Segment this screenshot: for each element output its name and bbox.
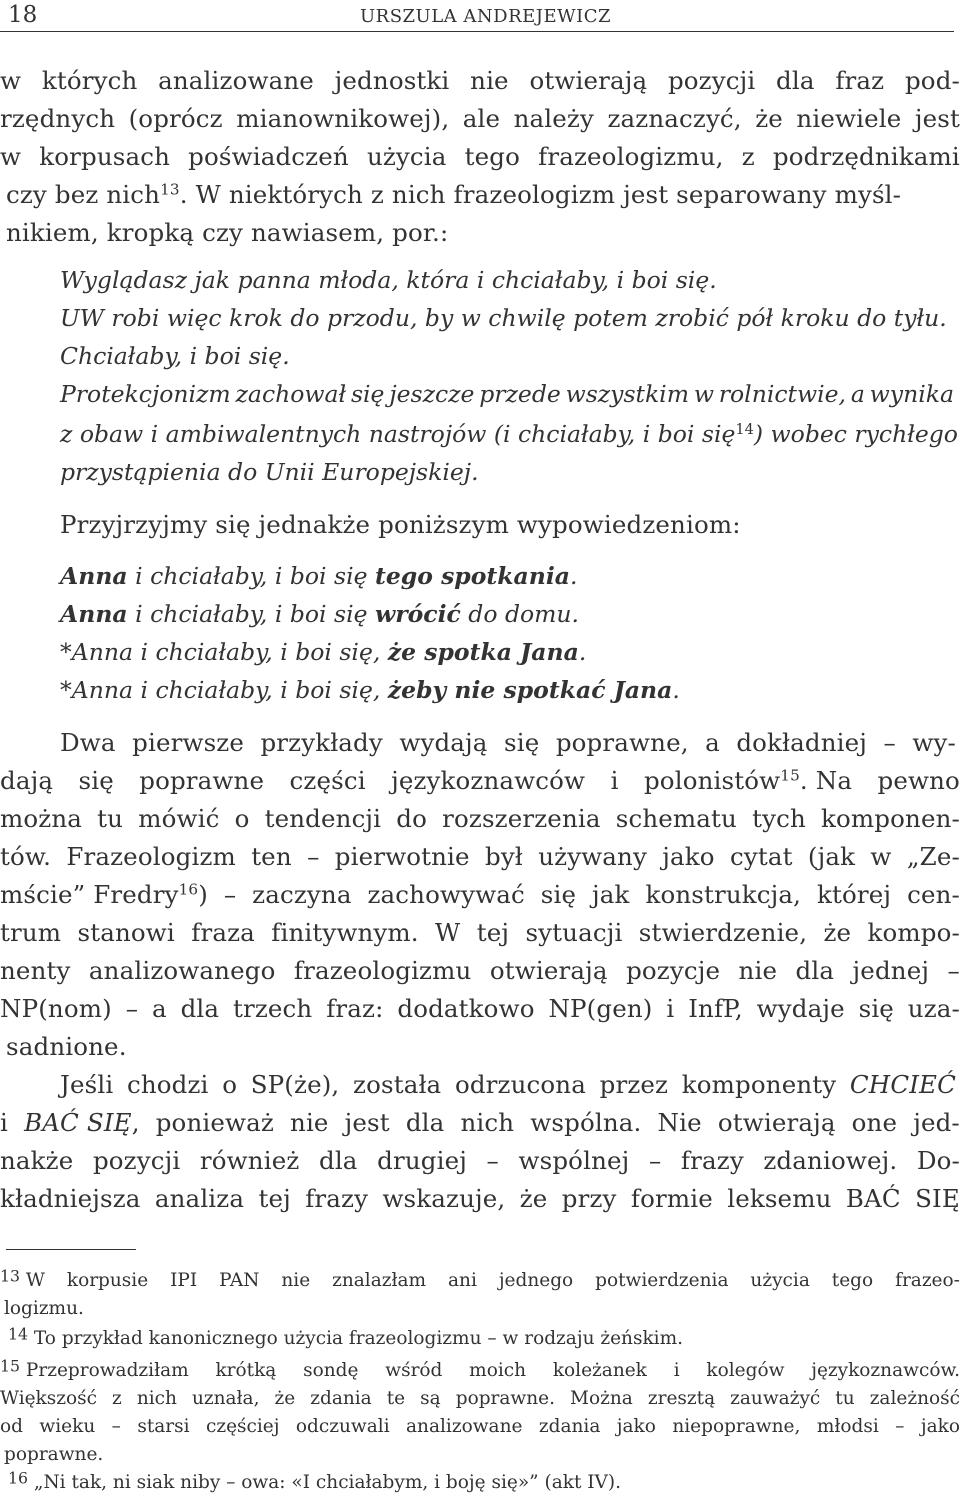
example-4-line3: przystąpienia do Unii Europejskiej. (60, 458, 479, 486)
para1-line2: rzędnych (oprócz mianownikowej), ale należy zaznaczyć, że niewiele jest (0, 104, 960, 133)
footnote-13-line2: logizmu. (4, 1298, 84, 1319)
intro-sentence: Przyjrzyjmy się jednakże poniższym wypowiedzeniom: (60, 510, 741, 539)
para2-line9: sadnione. (6, 1032, 127, 1061)
para1-line5: nikiem, kropką czy nawiasem, por.: (6, 218, 449, 247)
para1-line3: w korpusach poświadczeń użycia tego frazeologizmu, z podrzędnikami (0, 142, 960, 171)
footnote-15-line4: poprawne. (4, 1444, 104, 1465)
para3-line3: nakże pozycji również dla drugiej – wspólnej – frazy zdaniowej. Do- (0, 1146, 960, 1175)
footnote-16: $^{16}$ „Ni tak, ni siak niby – owa: «I chciałabym, i boję się»” (akt IV). (8, 1468, 622, 1493)
footnote-16-number: 16 (8, 1468, 29, 1488)
para3-line2: i BAĆ SIĘ, ponieważ nie jest dla nich wspólna. Nie otwierają one jed- (0, 1108, 960, 1137)
page-number: 18 (8, 2, 38, 28)
running-author: URSZULA ANDREJEWICZ (360, 6, 612, 27)
footnote-15-number: 15 (0, 1356, 21, 1376)
footnote-ref-16[interactable]: 16 (178, 880, 199, 899)
example-1: Wyglądasz jak panna młoda, która i chciałaby, i boi się. (60, 266, 717, 294)
para2-line2: dają się poprawne części językoznawców i polonistów$^{15}$. Na pewno (0, 766, 960, 795)
footnote-15-line1: $^{15}$ Przeprowadziłam krótką sondę wśród moich koleżanek i kolegów językoznawców. (0, 1356, 960, 1381)
example-2: UW robi więc krok do przodu, by w chwilę potem zrobić pół kroku do tyłu. (60, 304, 947, 332)
para2-line3: można tu mówić o tendencji do rozszerzenia schematu tych komponen- (0, 804, 960, 833)
footnote-14: $^{14}$ To przykład kanonicznego użycia frazeologizmu – w rodzaju żeńskim. (8, 1324, 684, 1349)
para2-line1: Dwa pierwsze przykłady wydają się poprawne, a dokładniej – wy- (60, 728, 956, 757)
para2-line4: tów. Frazeologizm ten – pierwotnie był używany jako cytat (jak w „Ze- (0, 842, 960, 871)
example-4-line1: Protekcjonizm zachował się jeszcze przede wszystkim w rolnictwie, a wynika (60, 380, 954, 408)
footnote-ref-13[interactable]: 13 (160, 180, 180, 199)
para2-line5: mście” Fredry$^{16}$) – zaczyna zachowywać się jak konstrukcja, której cen- (0, 880, 960, 909)
footnote-14-number: 14 (8, 1324, 29, 1344)
example-5: Anna i chciałaby, i boi się tego spotkania. (60, 562, 578, 590)
example-4-line2: z obaw i ambiwalentnych nastrojów (i chciałaby, i boi się$^{14}$) wobec rychłego (60, 420, 958, 448)
para1-line4: czy bez nich$^{13}$. W niektórych z nich frazeologizm jest separowany myśl- (6, 180, 902, 209)
example-6: Anna i chciałaby, i boi się wrócić do domu. (60, 600, 580, 628)
example-7: *Anna i chciałaby, i boi się, że spotka Jana. (60, 638, 587, 666)
para2-line8: NP(nom) – a dla trzech fraz: dodatkowo NP(gen) i InfP, wydaje się uza- (0, 994, 960, 1023)
footnote-15-line2: Większość z nich uznała, że zdania te są poprawne. Można zresztą zauważyć tu zależność (0, 1388, 960, 1409)
example-3: Chciałaby, i boi się. (60, 342, 290, 370)
footnote-separator (6, 1249, 136, 1250)
footnote-ref-15[interactable]: 15 (780, 766, 800, 785)
running-header (0, 0, 960, 32)
para2-line6: trum stanowi fraza finitywnym. W tej sytuacji stwierdzenie, że kompo- (0, 918, 960, 947)
para3-line1: Jeśli chodzi o SP(że), została odrzucona przez komponenty CHCIEĆ (60, 1070, 956, 1099)
example-8: *Anna i chciałaby, i boi się, żeby nie spotkać Jana. (60, 676, 680, 704)
footnote-13-line1: $^{13}$ W korpusie IPI PAN nie znalazłam ani jednego potwierdzenia użycia tego frazeo- (0, 1266, 960, 1291)
para2-line7: nenty analizowanego frazeologizmu otwierają pozycje nie dla jednej – (0, 956, 960, 985)
footnote-13-number: 13 (0, 1266, 21, 1286)
header-rule (0, 31, 954, 32)
footnote-ref-14[interactable]: 14 (735, 421, 754, 438)
para1-line1: w których analizowane jednostki nie otwierają pozycji dla fraz pod- (0, 66, 960, 95)
footnote-15-line3: od wieku – starsi częściej odczuwali analizowane zdania jako niepoprawne, młodsi – jako (0, 1416, 960, 1437)
para3-line4: kładniejsza analiza tej frazy wskazuje, że przy formie leksemu BAĆ SIĘ (0, 1184, 960, 1213)
